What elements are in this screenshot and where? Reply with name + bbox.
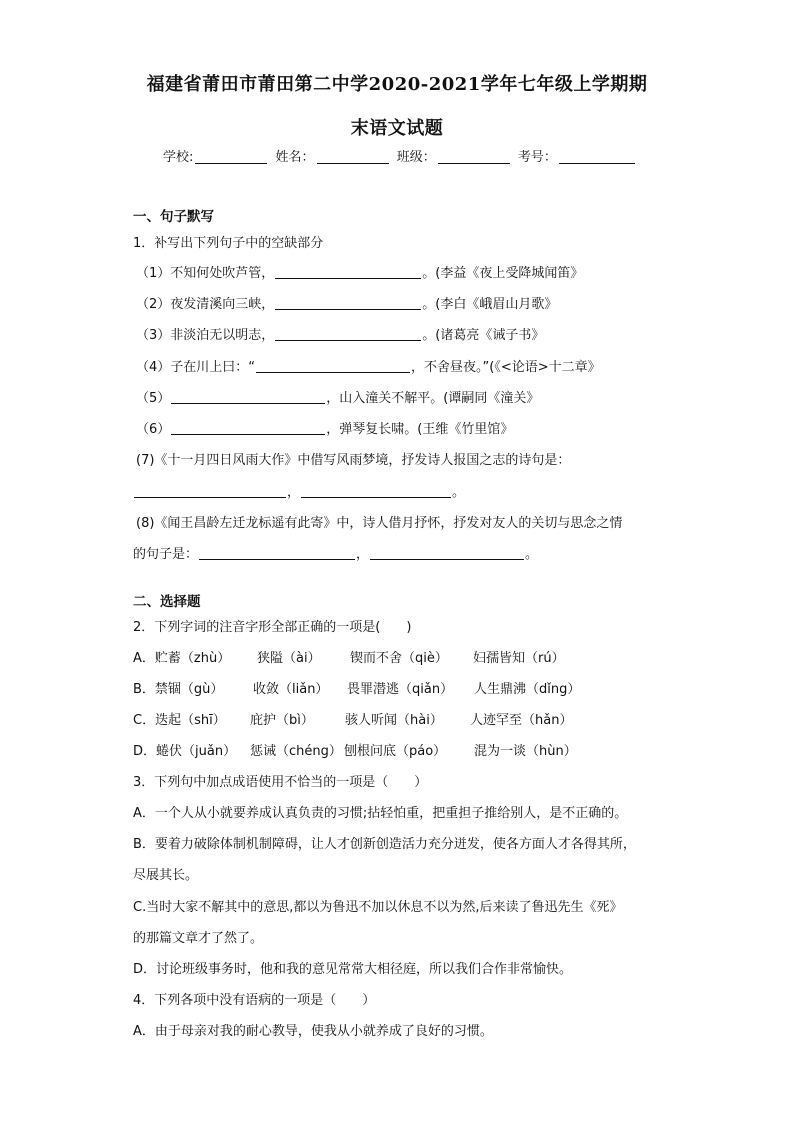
q3-option-c-cont: 的那篇文章才了然了。 — [133, 931, 264, 946]
q2-option-a[interactable] — [133, 650, 565, 668]
q2-d-word-3: 刨根问底（páo） — [344, 744, 447, 759]
q2-option-b[interactable] — [133, 681, 580, 699]
school-label: 学校: — [163, 150, 194, 165]
q2-a-word-2: 狭隘（ài） — [257, 651, 321, 666]
q2-d-word-4: 混为一谈（hùn） — [474, 744, 577, 759]
class-blank[interactable] — [438, 149, 510, 164]
fill-item-5-source: ，山入潼关不解平。(谭嗣同《潼关》 — [326, 391, 540, 406]
q2-b-word-1: B．禁锢（gù） — [133, 682, 224, 697]
q2-option-c[interactable] — [133, 712, 572, 730]
fill-item-4 — [136, 359, 601, 377]
fill-item-4-source: ，不舍昼夜。”(《<论语>十二章》 — [411, 360, 601, 375]
q2-a-word-4: 妇孺皆知（rú） — [473, 651, 565, 666]
fill-item-8: (8)《闻王昌龄左迁龙标遥有此寄》中，诗人借月抒怀，抒发对友人的关切与思念之情 — [136, 516, 623, 531]
q2-b-word-2: 收敛（liǎn） — [253, 682, 329, 697]
q2-c-word-3: 骇人听闻（hài） — [345, 713, 443, 728]
fill-item-7-answer — [133, 484, 465, 502]
question-1: 1．补写出下列句子中的空缺部分 — [133, 236, 324, 251]
section2-heading: 二、选择题 — [133, 594, 201, 610]
q2-c-word-1: C．迭起（shī） — [133, 713, 226, 728]
q2-a-word-3: 锲而不舍（qiè） — [350, 651, 448, 666]
period: 。 — [525, 547, 539, 562]
fill-item-2-source: 。(李白《峨眉山月歌》 — [422, 297, 558, 312]
exam-title-line2: 末语文试题 — [350, 118, 444, 139]
fill-blank[interactable] — [370, 546, 524, 560]
q3-option-d[interactable]: D．讨论班级事务时，他和我的意见常常大相径庭，所以我们合作非常愉快。 — [133, 962, 573, 977]
fill-blank[interactable] — [199, 546, 355, 560]
q2-b-word-4: 人生鼎沸（dǐng） — [474, 682, 581, 697]
fill-item-6 — [136, 421, 513, 439]
number-blank[interactable] — [559, 149, 635, 164]
fill-blank[interactable] — [256, 359, 410, 373]
fill-item-8-answer — [133, 546, 538, 564]
q3-option-b-cont: 尽展其长。 — [133, 868, 199, 883]
q3-option-a[interactable]: A．一个人从小就要养成认真负责的习惯;拈轻怕重，把重担子推给别人，是不正确的。 — [133, 806, 628, 821]
name-label: 姓名： — [275, 150, 315, 165]
student-info-row — [163, 146, 639, 165]
fill-item-2 — [136, 296, 557, 314]
school-blank[interactable] — [195, 149, 267, 164]
name-blank[interactable] — [317, 149, 389, 164]
fill-item-3-text: （3）非淡泊无以明志， — [136, 328, 275, 343]
fill-item-6-source: ，弹琴复长啸。(王维《竹里馆》 — [326, 422, 514, 437]
fill-item-1-source: 。(李益《夜上受降城闻笛》 — [422, 266, 584, 281]
q2-d-word-1: D．蜷伏（juǎn） — [133, 744, 237, 759]
fill-item-5 — [136, 390, 539, 408]
separator: ， — [287, 485, 301, 500]
fill-blank[interactable] — [275, 327, 421, 341]
q4-option-a[interactable]: A．由于母亲对我的耐心教导，使我从小就养成了良好的习惯。 — [133, 1024, 493, 1039]
separator: ， — [356, 547, 370, 562]
fill-item-7: (7)《十一月四日风雨大作》中借写风雨梦境，抒发诗人报国之志的诗句是： — [136, 453, 571, 468]
fill-blank[interactable] — [301, 484, 451, 498]
fill-item-8-prefix: 的句子是： — [133, 547, 199, 562]
fill-blank[interactable] — [275, 296, 421, 310]
question-4: 4．下列各项中没有语病的一项是（ ） — [133, 993, 376, 1008]
question-2: 2．下列字词的注音字形全部正确的一项是( ) — [133, 620, 412, 635]
class-label: 班级： — [396, 150, 436, 165]
q2-b-word-3: 畏罪潜逃（qiǎn） — [347, 682, 454, 697]
fill-blank[interactable] — [134, 484, 286, 498]
fill-blank[interactable] — [171, 390, 325, 404]
fill-item-4-text: （4）子在川上曰：“ — [136, 360, 256, 375]
q3-option-c[interactable]: C.当时大家不解其中的意思,都以为鲁迅不加以休息不以为然,后来读了鲁迅先生《死》 — [133, 900, 623, 915]
q3-option-b[interactable]: B．要着力破除体制机制障碍，让人才创新创造活力充分迸发，使各方面人才各得其所， — [133, 837, 636, 852]
exam-title-line1: 福建省莆田市莆田第二中学2020-2021学年七年级上学期期 — [146, 74, 648, 95]
section1-heading: 一、句子默写 — [133, 209, 214, 225]
question-3: 3．下列句中加点成语使用不恰当的一项是（ ） — [133, 775, 428, 790]
fill-item-1-text: （1）不知何处吹芦管， — [136, 266, 275, 281]
number-label: 考号： — [517, 150, 557, 165]
period: 。 — [452, 485, 466, 500]
fill-item-3-source: 。(诸葛亮《诫子书》 — [422, 328, 545, 343]
fill-item-3 — [136, 327, 544, 345]
q2-a-word-1: A．贮蓄（zhù） — [133, 651, 231, 666]
fill-item-1 — [136, 265, 583, 283]
fill-blank[interactable] — [171, 421, 325, 435]
fill-item-2-text: （2）夜发清溪向三峡， — [136, 297, 275, 312]
q2-d-word-2: 惩诫（chéng） — [250, 744, 342, 759]
q2-c-word-4: 人迹罕至（hǎn） — [470, 713, 573, 728]
fill-item-6-text: （6） — [136, 422, 171, 437]
q2-c-word-2: 庇护（bì） — [250, 713, 314, 728]
fill-item-5-text: （5） — [136, 391, 171, 406]
fill-blank[interactable] — [275, 265, 421, 279]
q2-option-d[interactable] — [133, 743, 577, 761]
